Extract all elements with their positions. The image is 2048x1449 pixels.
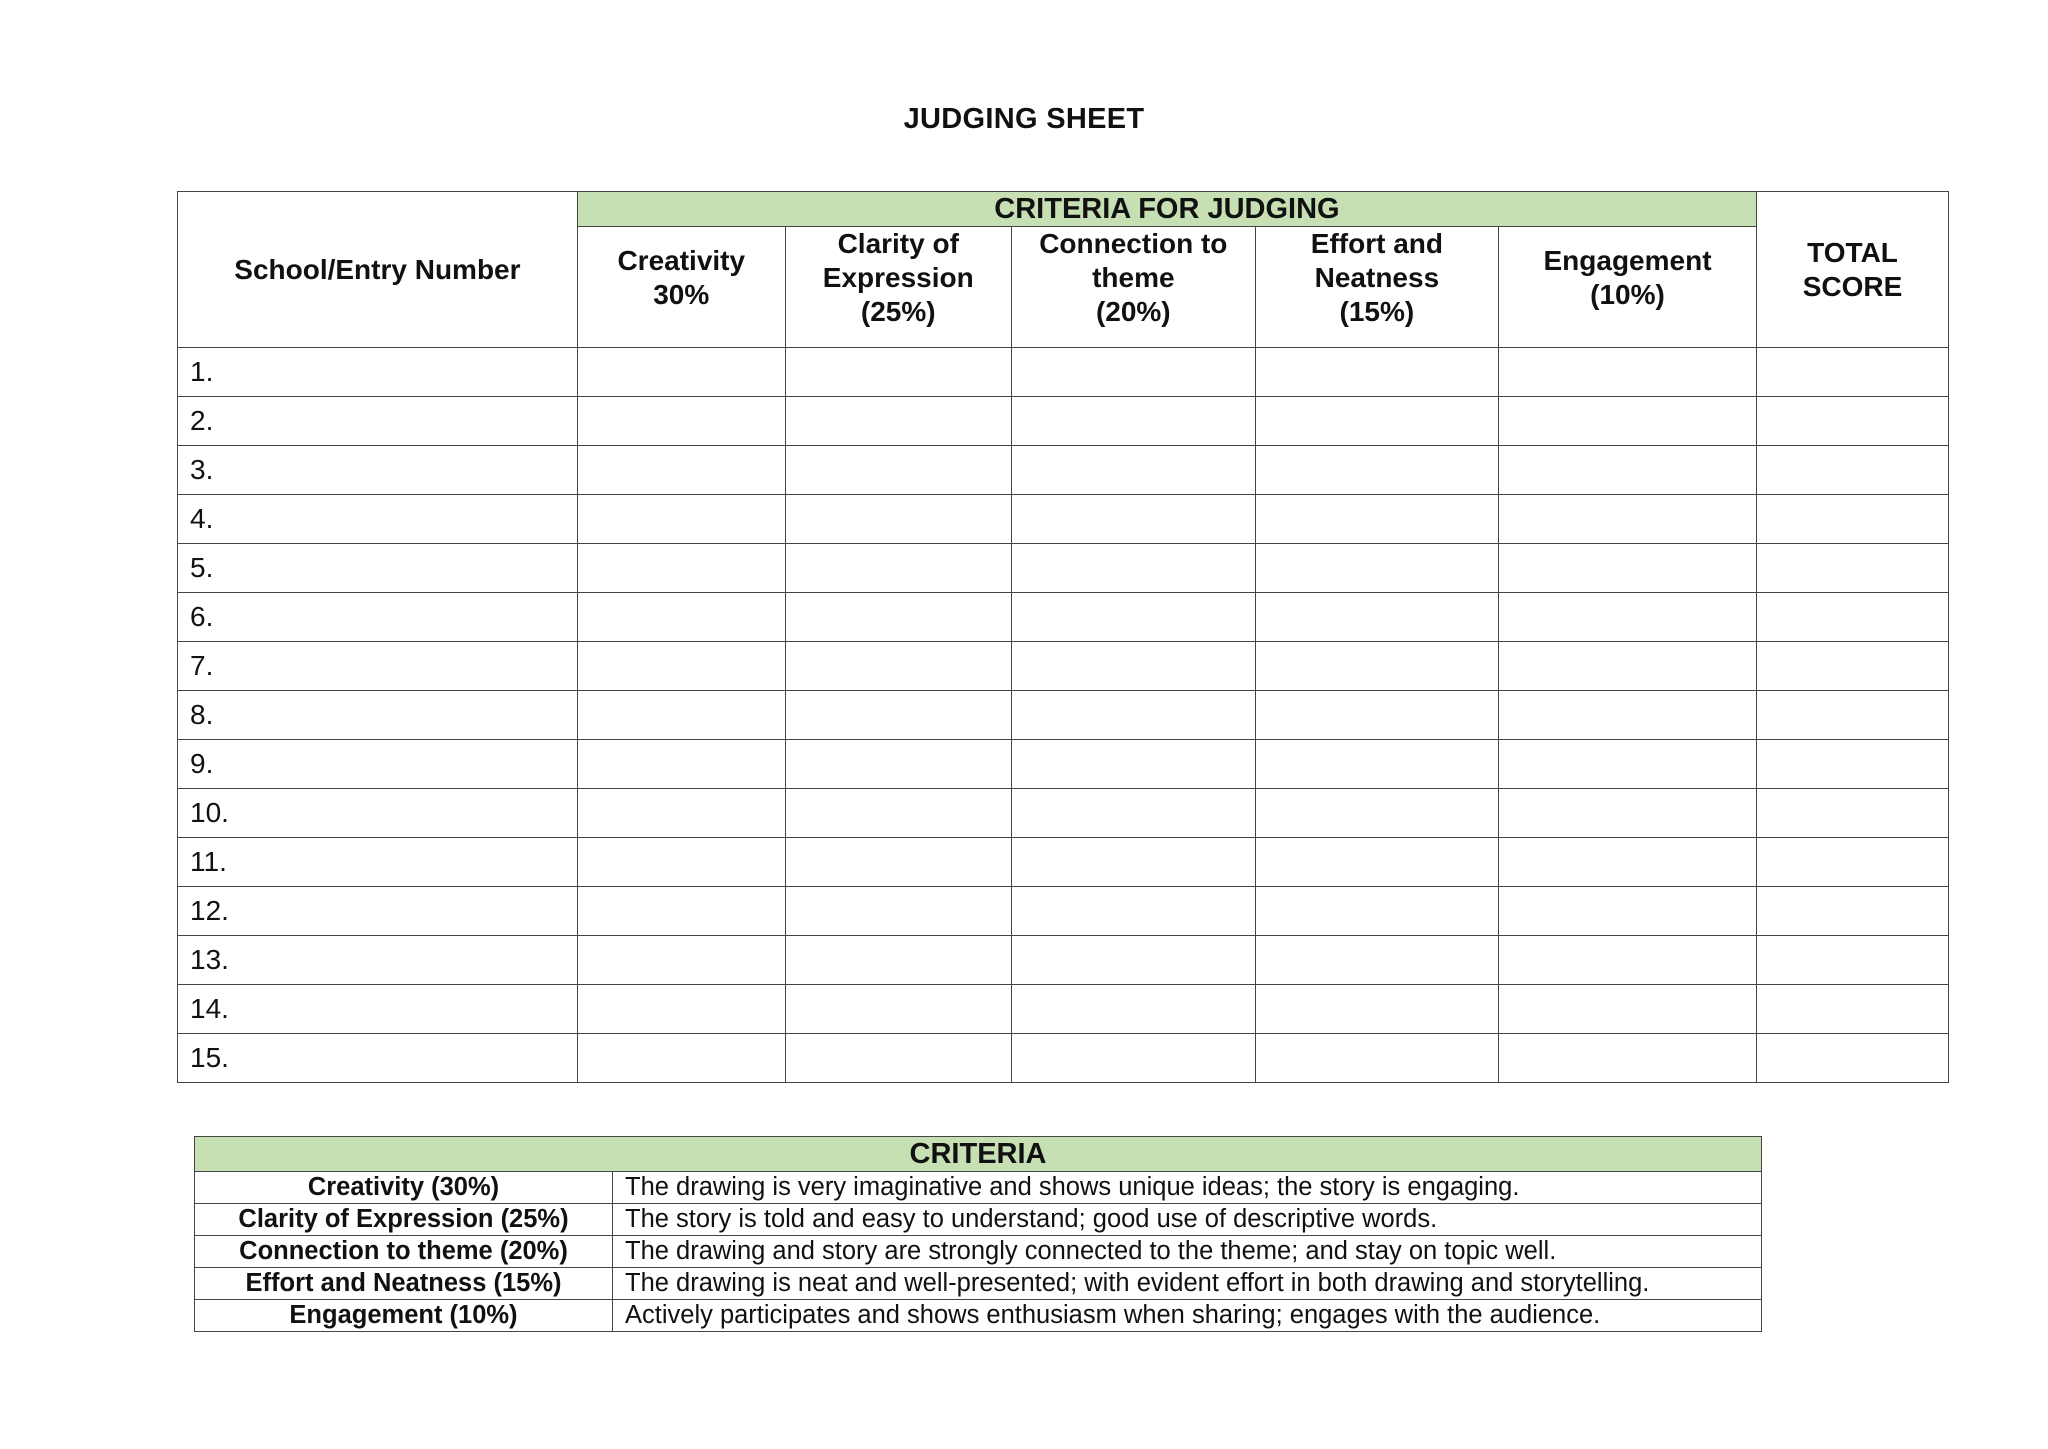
effort-score-cell[interactable]: [1255, 985, 1498, 1034]
engagement-score-cell[interactable]: [1498, 1034, 1756, 1083]
entry-cell: 3.: [178, 446, 578, 495]
clarity-score-cell[interactable]: [785, 740, 1011, 789]
clarity-score-cell[interactable]: [785, 348, 1011, 397]
effort-score-cell[interactable]: [1255, 446, 1498, 495]
connection-score-cell[interactable]: [1011, 397, 1255, 446]
creativity-header: Creativity 30%: [577, 227, 785, 348]
entry-cell: 9.: [178, 740, 578, 789]
criteria-name: Engagement (10%): [195, 1300, 613, 1332]
criteria-table: [194, 1136, 1762, 1332]
table-row: [178, 985, 1949, 1034]
engagement-header: Engagement (10%): [1498, 227, 1756, 348]
engagement-score-cell[interactable]: [1498, 495, 1756, 544]
table-row: [178, 887, 1949, 936]
total-score-cell[interactable]: [1757, 740, 1949, 789]
engagement-score-cell[interactable]: [1498, 740, 1756, 789]
engagement-score-cell[interactable]: [1498, 397, 1756, 446]
entry-number-header: School/Entry Number: [178, 192, 578, 348]
criteria-for-judging-header: CRITERIA FOR JUDGING: [577, 192, 1756, 227]
total-score-cell[interactable]: [1757, 985, 1949, 1034]
effort-header: Effort and Neatness (15%): [1255, 227, 1498, 348]
total-score-header: TOTAL SCORE: [1757, 192, 1949, 348]
engagement-score-cell[interactable]: [1498, 642, 1756, 691]
entry-cell: 14.: [178, 985, 578, 1034]
effort-score-cell[interactable]: [1255, 593, 1498, 642]
criteria-row: [195, 1204, 1762, 1236]
entry-cell: 11.: [178, 838, 578, 887]
effort-score-cell[interactable]: [1255, 397, 1498, 446]
engagement-score-cell[interactable]: [1498, 789, 1756, 838]
creativity-score-cell[interactable]: [577, 495, 785, 544]
table-row: [178, 1034, 1949, 1083]
creativity-score-cell[interactable]: [577, 740, 785, 789]
criteria-row: [195, 1268, 1762, 1300]
engagement-score-cell[interactable]: [1498, 348, 1756, 397]
creativity-score-cell[interactable]: [577, 642, 785, 691]
table-row: [178, 642, 1949, 691]
table-row: [178, 593, 1949, 642]
clarity-score-cell[interactable]: [785, 985, 1011, 1034]
creativity-score-cell[interactable]: [577, 936, 785, 985]
entry-cell: 15.: [178, 1034, 578, 1083]
clarity-score-cell[interactable]: [785, 1034, 1011, 1083]
clarity-score-cell[interactable]: [785, 593, 1011, 642]
table-row: [178, 397, 1949, 446]
connection-score-cell[interactable]: [1011, 740, 1255, 789]
effort-score-cell[interactable]: [1255, 348, 1498, 397]
clarity-score-cell[interactable]: [785, 838, 1011, 887]
entry-cell: 5.: [178, 544, 578, 593]
total-score-cell[interactable]: [1757, 936, 1949, 985]
total-score-cell[interactable]: [1757, 1034, 1949, 1083]
connection-score-cell[interactable]: [1011, 985, 1255, 1034]
total-score-cell[interactable]: [1757, 397, 1949, 446]
creativity-score-cell[interactable]: [577, 887, 785, 936]
connection-score-cell[interactable]: [1011, 642, 1255, 691]
total-score-cell[interactable]: [1757, 838, 1949, 887]
engagement-score-cell[interactable]: [1498, 838, 1756, 887]
entry-cell: 4.: [178, 495, 578, 544]
criteria-description: The drawing is neat and well-presented; with evident effort in both drawing and storytelling.: [613, 1268, 1762, 1300]
effort-score-cell[interactable]: [1255, 1034, 1498, 1083]
clarity-score-cell[interactable]: [785, 936, 1011, 985]
effort-score-cell[interactable]: [1255, 544, 1498, 593]
engagement-score-cell[interactable]: [1498, 544, 1756, 593]
creativity-score-cell[interactable]: [577, 838, 785, 887]
connection-score-cell[interactable]: [1011, 1034, 1255, 1083]
entry-cell: 8.: [178, 691, 578, 740]
effort-score-cell[interactable]: [1255, 838, 1498, 887]
creativity-score-cell[interactable]: [577, 985, 785, 1034]
criteria-row: [195, 1236, 1762, 1268]
connection-score-cell[interactable]: [1011, 936, 1255, 985]
clarity-score-cell[interactable]: [785, 544, 1011, 593]
connection-score-cell[interactable]: [1011, 544, 1255, 593]
total-score-cell[interactable]: [1757, 887, 1949, 936]
clarity-score-cell[interactable]: [785, 495, 1011, 544]
engagement-score-cell[interactable]: [1498, 936, 1756, 985]
effort-score-cell[interactable]: [1255, 789, 1498, 838]
criteria-name: Creativity (30%): [195, 1172, 613, 1204]
engagement-score-cell[interactable]: [1498, 887, 1756, 936]
total-score-cell[interactable]: [1757, 642, 1949, 691]
criteria-description: The drawing and story are strongly connected to the theme; and stay on topic well.: [613, 1236, 1762, 1268]
connection-score-cell[interactable]: [1011, 789, 1255, 838]
page-title: JUDGING SHEET: [903, 103, 1145, 135]
effort-score-cell[interactable]: [1255, 495, 1498, 544]
table-row: [178, 544, 1949, 593]
table-row: [178, 789, 1949, 838]
table-row: [178, 936, 1949, 985]
criteria-row: [195, 1172, 1762, 1204]
effort-score-cell[interactable]: [1255, 691, 1498, 740]
engagement-score-cell[interactable]: [1498, 446, 1756, 495]
criteria-name: Clarity of Expression (25%): [195, 1204, 613, 1236]
clarity-score-cell[interactable]: [785, 397, 1011, 446]
entry-cell: 6.: [178, 593, 578, 642]
total-score-cell[interactable]: [1757, 495, 1949, 544]
effort-score-cell[interactable]: [1255, 936, 1498, 985]
criteria-description: Actively participates and shows enthusiasm when sharing; engages with the audience.: [613, 1300, 1762, 1332]
creativity-score-cell[interactable]: [577, 397, 785, 446]
connection-score-cell[interactable]: [1011, 446, 1255, 495]
effort-score-cell[interactable]: [1255, 740, 1498, 789]
clarity-score-cell[interactable]: [785, 446, 1011, 495]
clarity-score-cell[interactable]: [785, 691, 1011, 740]
creativity-score-cell[interactable]: [577, 1034, 785, 1083]
clarity-header: Clarity of Expression (25%): [785, 227, 1011, 348]
criteria-name: Connection to theme (20%): [195, 1236, 613, 1268]
engagement-score-cell[interactable]: [1498, 691, 1756, 740]
creativity-score-cell[interactable]: [577, 593, 785, 642]
clarity-score-cell[interactable]: [785, 887, 1011, 936]
total-score-cell[interactable]: [1757, 593, 1949, 642]
clarity-score-cell[interactable]: [785, 789, 1011, 838]
creativity-score-cell[interactable]: [577, 691, 785, 740]
table-row: [178, 691, 1949, 740]
total-score-cell[interactable]: [1757, 789, 1949, 838]
criteria-row: [195, 1300, 1762, 1332]
connection-score-cell[interactable]: [1011, 887, 1255, 936]
table-row: [178, 838, 1949, 887]
engagement-score-cell[interactable]: [1498, 593, 1756, 642]
creativity-score-cell[interactable]: [577, 544, 785, 593]
creativity-score-cell[interactable]: [577, 446, 785, 495]
total-score-cell[interactable]: [1757, 691, 1949, 740]
effort-score-cell[interactable]: [1255, 642, 1498, 691]
connection-score-cell[interactable]: [1011, 691, 1255, 740]
engagement-score-cell[interactable]: [1498, 985, 1756, 1034]
criteria-table-title: CRITERIA: [195, 1137, 1762, 1172]
creativity-score-cell[interactable]: [577, 348, 785, 397]
criteria-description: The drawing is very imaginative and shows unique ideas; the story is engaging.: [613, 1172, 1762, 1204]
connection-score-cell[interactable]: [1011, 593, 1255, 642]
effort-score-cell[interactable]: [1255, 887, 1498, 936]
criteria-description: The story is told and easy to understand; good use of descriptive words.: [613, 1204, 1762, 1236]
table-row: [178, 348, 1949, 397]
connection-score-cell[interactable]: [1011, 495, 1255, 544]
clarity-score-cell[interactable]: [785, 642, 1011, 691]
table-row: [178, 740, 1949, 789]
entry-cell: 12.: [178, 887, 578, 936]
criteria-name: Effort and Neatness (15%): [195, 1268, 613, 1300]
entry-cell: 1.: [178, 348, 578, 397]
entry-cell: 13.: [178, 936, 578, 985]
entry-cell: 2.: [178, 397, 578, 446]
total-score-cell[interactable]: [1757, 348, 1949, 397]
connection-header: Connection to theme (20%): [1011, 227, 1255, 348]
connection-score-cell[interactable]: [1011, 838, 1255, 887]
connection-score-cell[interactable]: [1011, 348, 1255, 397]
total-score-cell[interactable]: [1757, 544, 1949, 593]
criteria-table-body: [195, 1172, 1762, 1332]
judging-table-body: [178, 348, 1949, 1083]
table-row: [178, 495, 1949, 544]
entry-cell: 10.: [178, 789, 578, 838]
total-score-cell[interactable]: [1757, 446, 1949, 495]
entry-cell: 7.: [178, 642, 578, 691]
creativity-score-cell[interactable]: [577, 789, 785, 838]
table-row: [178, 446, 1949, 495]
judging-table: [177, 191, 1949, 1083]
